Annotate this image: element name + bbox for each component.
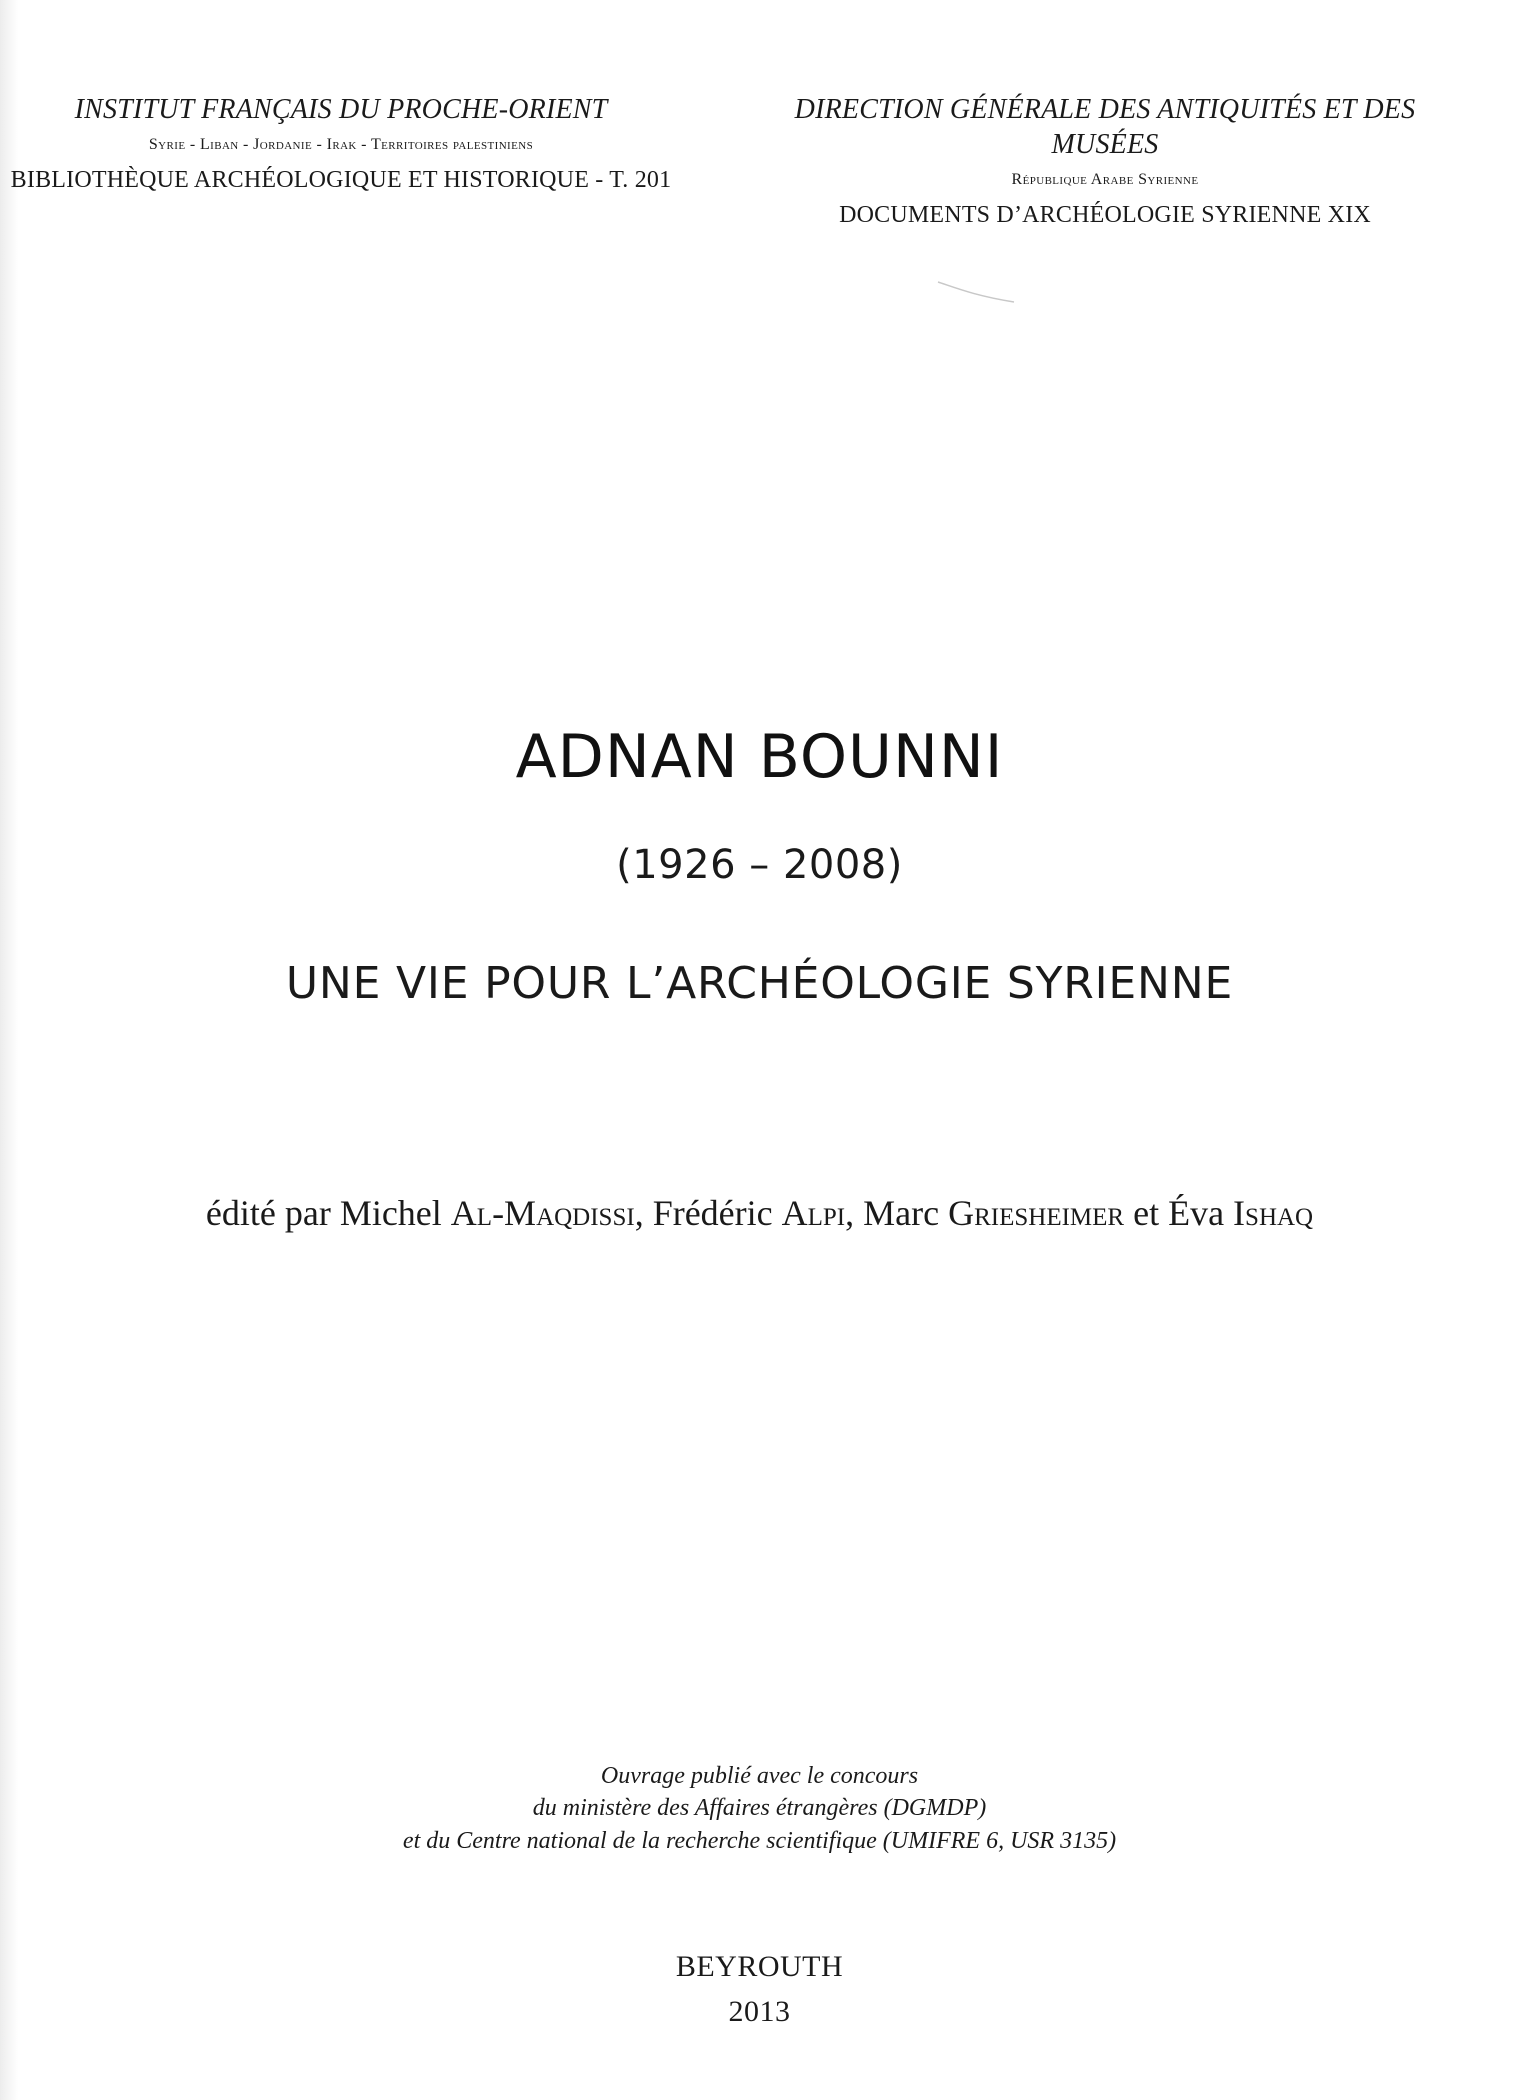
editor-last-name: Ishaq	[1233, 1193, 1314, 1233]
editor-first-name: Frédéric	[652, 1193, 773, 1233]
series-left: BIBLIOTHÈQUE ARCHÉOLOGIQUE ET HISTORIQUE - T. 201	[10, 167, 672, 193]
support-notice	[0, 1760, 1519, 1857]
imprint-year: 2013	[728, 1995, 791, 2028]
imprint-city: BEYROUTH	[675, 1950, 844, 1983]
imprint	[0, 1944, 1519, 2034]
institute-regions: Syrie - Liban - Jordanie - Irak - Territoires palestiniens	[148, 136, 534, 153]
support-line: Ouvrage publié avec le concours	[600, 1763, 919, 1789]
life-dates: (1926 – 2008)	[616, 842, 903, 888]
editors-conjunction: et	[1133, 1193, 1160, 1233]
book-title: ADNAN BOUNNI	[515, 722, 1004, 792]
series-right: DOCUMENTS D’ARCHÉOLOGIE SYRIENNE XIX	[839, 202, 1371, 228]
support-line: et du Centre national de la recherche scientifique (UMIFRE 6, USR 3135)	[402, 1827, 1117, 1854]
support-line: du ministère des Affaires étrangères (DGMDP)	[532, 1795, 987, 1822]
institute-name: INSTITUT FRANÇAIS DU PROCHE-ORIENT	[74, 94, 608, 125]
stray-pencil-mark	[936, 278, 1016, 306]
header-left	[0, 92, 682, 195]
editor-first-name: Éva	[1168, 1193, 1225, 1233]
editor-last-name: Alpi	[781, 1193, 846, 1233]
header-right	[740, 92, 1470, 230]
direction-name: DIRECTION GÉNÉRALE DES ANTIQUITÉS ET DES MUSÉES	[794, 94, 1416, 160]
editor-last-name: Al-Maqdissi	[450, 1193, 635, 1233]
book-subtitle: UNE VIE POUR L’ARCHÉOLOGIE SYRIENNE	[285, 958, 1234, 1009]
editor-separator: ,	[845, 1193, 855, 1233]
editor-first-name: Michel	[339, 1193, 442, 1233]
editor-separator: ,	[634, 1193, 644, 1233]
direction-country: République Arabe Syrienne	[1011, 171, 1199, 188]
editor-first-name: Marc	[863, 1193, 940, 1233]
editors-intro: édité par	[205, 1193, 331, 1233]
editors-line	[0, 1192, 1519, 1234]
editor-last-name: Griesheimer	[948, 1193, 1125, 1233]
